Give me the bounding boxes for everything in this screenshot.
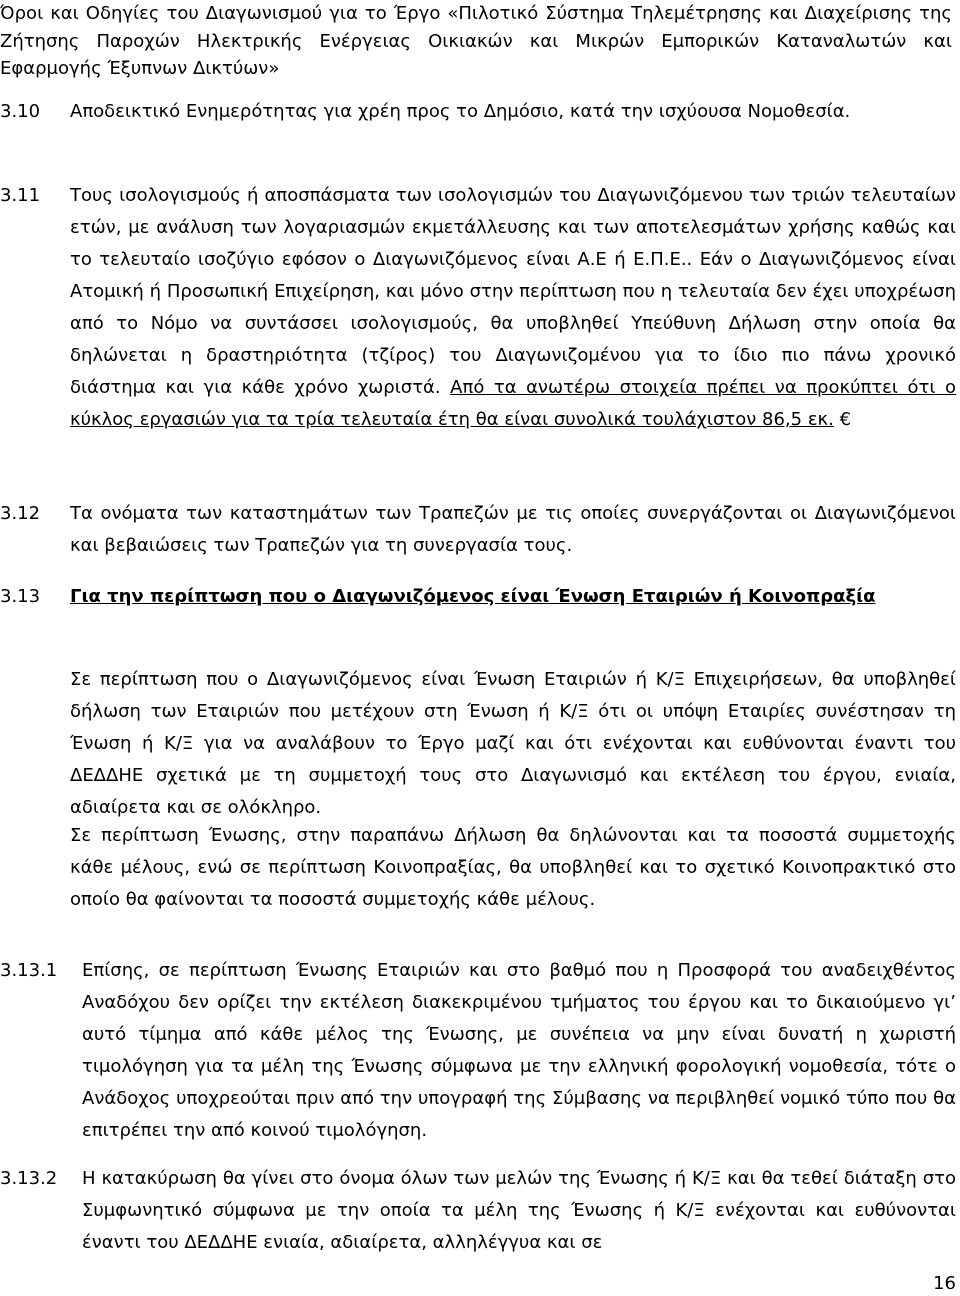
section-3-13-paragraph-2: Σε περίπτωση Ένωσης, στην παραπάνω Δήλωση θα δηλώνονται και τα ποσοστά συμμετοχής κάθε μέλους, ενώ σε περίπτωση Κοινοπραξίας, θα υποβληθεί και το σχετικό Κοινοπρακτικό στο οποίο θα φαίνονται τα ποσοστά συμμετοχής κάθε μέλους. [70, 825, 956, 910]
page-header: Όροι και Οδηγίες του Διαγωνισμού για το Έργο «Πιλοτικό Σύστημα Τηλεμέτρησης και Διαχείρισης της Ζήτησης Παροχών Ηλεκτρικής Ενέργειας Οικιακών και Μικρών Εμπορικών Καταναλωτών και Εφαρμογής Έξυπνων Δικτύων» [0, 3, 952, 79]
section-number-3-11: 3.11 [0, 185, 41, 206]
section-number-3-13: 3.13 [0, 586, 41, 607]
section-3-10-text: Αποδεικτικό Ενημερότητας για χρέη προς το Δημόσιο, κατά την ισχύουσα Νομοθεσία. [70, 101, 851, 122]
section-3-13-heading: Για την περίπτωση που ο Διαγωνιζόμενος είναι Ένωση Εταιριών ή Κοινοπραξία [70, 586, 876, 607]
section-number-3-13-1: 3.13.1 [0, 960, 58, 981]
section-3-13-2-text: Η κατακύρωση θα γίνει στο όνομα όλων των μελών της Ένωσης ή Κ/Ξ και θα τεθεί διάταξη στο Συμφωνητικό σύμφωνα με την οποία τα μέλη της Ένωσης ή Κ/Ξ ενέχονται και ευθύνονται έναντι του ΔΕΔΔΗΕ ενιαία, αδιαίρετα, αλληλέγγυα και σε [82, 1168, 956, 1253]
section-number-3-10: 3.10 [0, 101, 41, 122]
section-3-11-requirement: Από τα ανωτέρω στοιχεία πρέπει να προκύπτει ότι ο κύκλος εργασιών για τα τρία τελευταία έτη θα είναι συνολικά τουλάχιστον 86,5 εκ. [70, 377, 956, 430]
section-3-11-text [70, 180, 956, 436]
section-3-13-1-text: Επίσης, σε περίπτωση Ένωσης Εταιριών και στο βαθμό που η Προσφορά του αναδειχθέντος Αναδόχου δεν ορίζει την εκτέλεση διακεκριμένου τμήματος του έργου και το δικαιούμενο γι’ αυτό τίμημα από κάθε μέλος της Ένωσης, με συνέπεια να μην είναι δυνατή η χωριστή τιμολόγηση για τα μέλη της Ένωσης σύμφωνα με την ελληνική φορολογική νομοθεσία, τότε ο Ανάδοχος υποχρεούται πριν από την υπογραφή της Σύμβασης να περιβληθεί νομικό τύπο που θα επιτρέπει την από κοινού τιμολόγηση. [82, 960, 956, 1141]
section-3-11-body: Τους ισολογισμούς ή αποσπάσματα των ισολογισμών του Διαγωνιζόμενου των τριών τελευταίων ετών, με ανάλυση των λογαριασμών εκμετάλλευσης και των αποτελεσμάτων χρήσης καθώς και το τελευταίο ισοζύγιο εφόσον ο Διαγωνιζόμενος είναι Α.Ε ή Ε.Π.Ε.. Εάν ο Διαγωνιζόμενος είναι Ατομική ή Προσωπική Επιχείρηση, και μόνο στην περίπτωση που η τελευταία δεν έχει υποχρέωση από το Νόμο να συντάσσει ισολογισμούς, θα υποβληθεί Υπεύθυνη Δήλωση στην οποία θα δηλώνεται η δραστηριότητα (τζίρος) του Διαγωνιζομένου για το ίδιο πιο πάνω χρονικό διάστημα και για κάθε χρόνο χωριστά. [70, 185, 956, 398]
euro-symbol: € [839, 409, 852, 430]
page-number: 16 [933, 1273, 956, 1294]
section-3-12-text: Τα ονόματα των καταστημάτων των Τραπεζών με τις οποίες συνεργάζονται οι Διαγωνιζόμενοι και βεβαιώσεις των Τραπεζών για τη συνεργασία τους. [70, 503, 956, 556]
section-3-13-paragraph-1: Σε περίπτωση που ο Διαγωνιζόμενος είναι Ένωση Εταιριών ή Κ/Ξ Επιχειρήσεων, θα υποβληθεί δήλωση των Εταιριών που μετέχουν στη Ένωση ή Κ/Ξ ότι οι υπόψη Εταιρίες συνέστησαν τη Ένωση ή Κ/Ξ για να αναλάβουν το Έργο μαζί και ότι ενέχονται και ευθύνονται έναντι του ΔΕΔΔΗΕ σχετικά με τη συμμετοχή τους στο Διαγωνισμό και εκτέλεση του έργου, ενιαία, αδιαίρετα και σε ολόκληρο. [70, 669, 956, 818]
section-number-3-13-2: 3.13.2 [0, 1168, 58, 1189]
section-number-3-12: 3.12 [0, 503, 41, 524]
